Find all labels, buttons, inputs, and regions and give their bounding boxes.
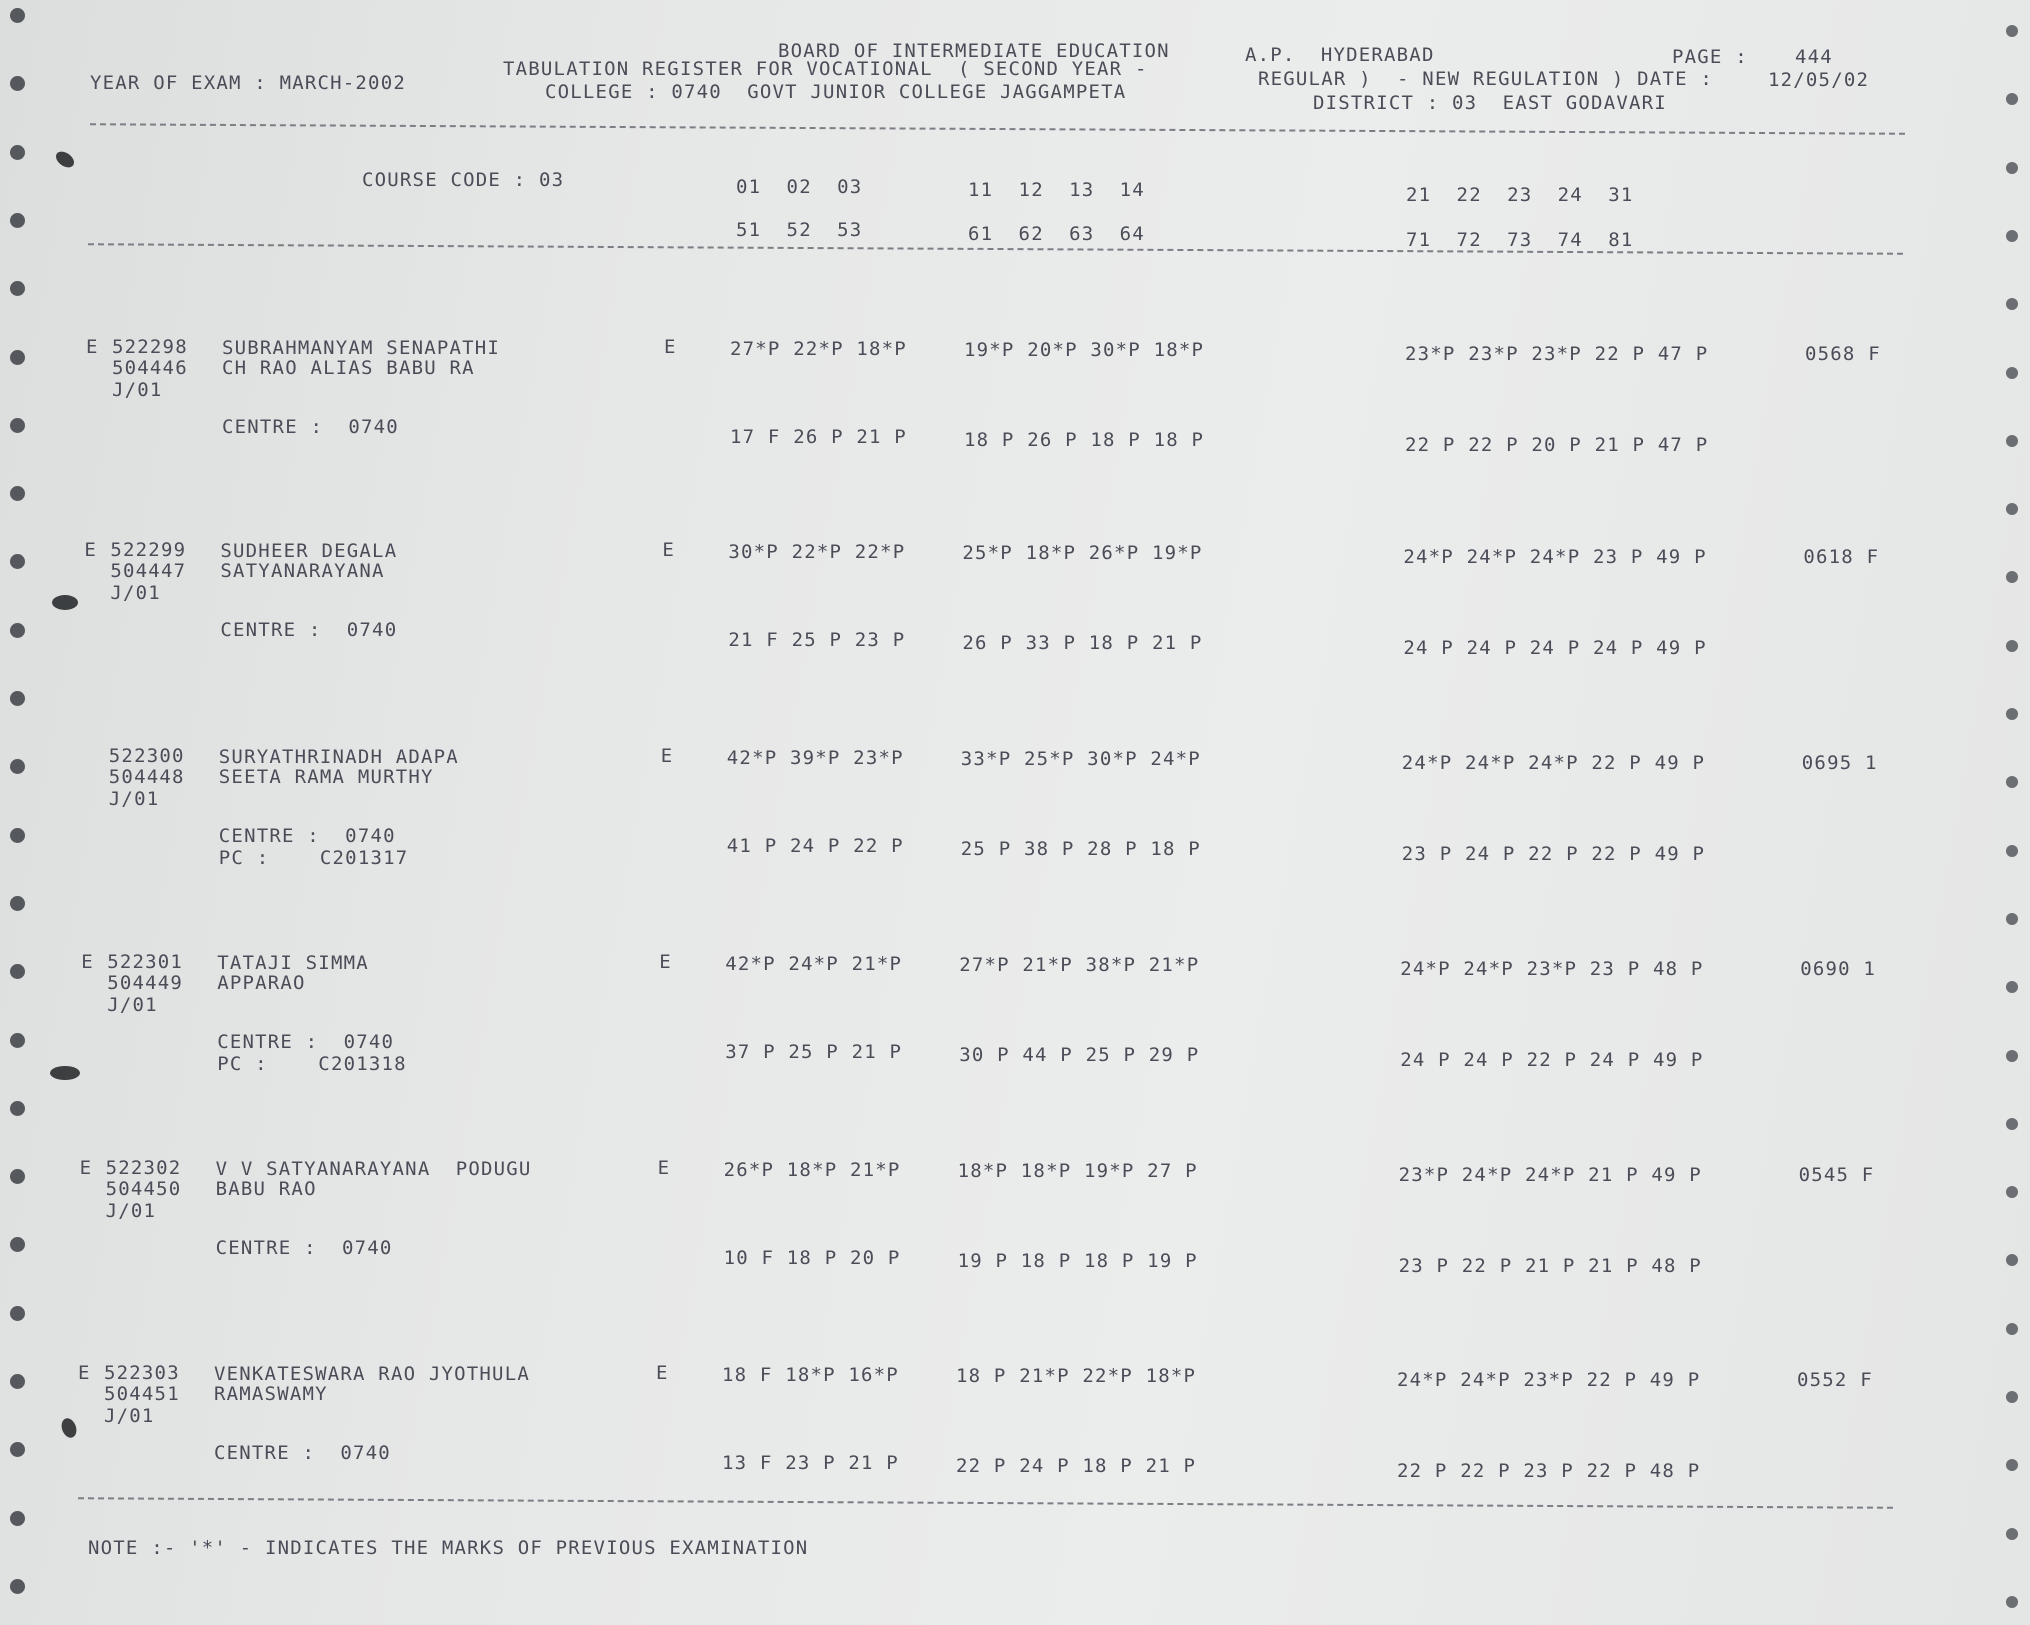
student-name: TATAJI SIMMA <box>217 952 369 974</box>
feed-hole <box>2006 913 2018 925</box>
record-flag: E <box>84 539 98 561</box>
second-attempt-marks-group1: 21 F 25 P 23 P <box>728 629 906 651</box>
feed-hole <box>2006 162 2018 174</box>
first-attempt-marks-group1: 26*P 18*P 21*P <box>723 1159 901 1181</box>
student-name: SUDHEER DEGALA <box>220 540 398 562</box>
medium-code: E <box>657 1157 671 1179</box>
parent-name: SATYANARAYANA <box>220 560 385 582</box>
second-attempt-marks-group3: 24 P 24 P 24 P 24 P 49 P <box>1403 637 1707 659</box>
parent-name: CH RAO ALIAS BABU RA <box>222 357 475 379</box>
first-attempt-marks-group1: 30*P 22*P 22*P <box>728 541 906 563</box>
hall-ticket-number: 522302 <box>105 1157 182 1179</box>
second-attempt-marks-group2: 18 P 26 P 18 P 18 P <box>964 429 1205 451</box>
feed-hole <box>2006 1186 2018 1198</box>
first-attempt-marks-group1: 27*P 22*P 18*P <box>730 338 907 360</box>
second-attempt-marks-group1: 37 P 25 P 21 P <box>725 1041 903 1063</box>
second-attempt-marks-group3: 23 P 24 P 22 P 22 P 49 P <box>1401 843 1706 865</box>
parent-name: BABU RAO <box>215 1178 317 1200</box>
total-marks-result: 0552 F <box>1797 1369 1873 1391</box>
medium-code: E <box>662 539 676 561</box>
hall-ticket-number: 522298 <box>112 336 188 358</box>
subject-codes-row2-group2: 61 62 63 64 <box>968 223 1145 245</box>
second-attempt-marks-group1: 41 P 24 P 22 P <box>726 835 904 857</box>
feed-hole <box>2006 1596 2018 1608</box>
feed-hole <box>2006 435 2018 447</box>
footer-divider <box>78 1497 1893 1509</box>
first-attempt-marks-group2: 25*P 18*P 26*P 19*P <box>962 542 1203 564</box>
group-code: J/01 <box>108 788 160 810</box>
group-code: J/01 <box>107 994 158 1016</box>
subject-codes-row1-group1: 01 02 03 <box>736 176 863 198</box>
record-flag: E <box>78 1362 91 1384</box>
college-info: COLLEGE : 0740 GOVT JUNIOR COLLEGE JAGGAMPETA <box>545 81 1127 103</box>
subject-codes-row2-group3: 71 72 73 74 81 <box>1406 229 1634 251</box>
feed-hole <box>2006 1391 2018 1403</box>
student-name: SURYATHRINADH ADAPA <box>218 746 459 768</box>
ink-smudge <box>59 1416 79 1440</box>
student-name: SUBRAHMANYAM SENAPATHI <box>222 337 501 359</box>
first-attempt-marks-group3: 24*P 24*P 24*P 23 P 49 P <box>1403 546 1707 568</box>
feed-hole <box>2006 1528 2018 1540</box>
pc-number: PC : C201317 <box>218 847 409 869</box>
total-marks-result: 0690 1 <box>1800 958 1877 980</box>
group-code: J/01 <box>112 379 163 401</box>
header-divider <box>90 123 1905 135</box>
feed-hole <box>10 1033 25 1048</box>
feed-hole <box>10 8 25 23</box>
feed-hole <box>10 1579 25 1594</box>
exam-centre: CENTRE : 0740 <box>222 416 399 438</box>
first-attempt-marks-group1: 18 F 18*P 16*P <box>722 1364 899 1386</box>
exam-centre: CENTRE : 0740 <box>217 1031 395 1053</box>
feed-hole <box>10 486 25 501</box>
board-title: BOARD OF INTERMEDIATE EDUCATION <box>778 40 1170 62</box>
exam-centre: CENTRE : 0740 <box>220 619 398 641</box>
feed-hole <box>10 350 25 365</box>
total-marks-result: 0695 1 <box>1801 752 1878 774</box>
page-label: PAGE : <box>1672 46 1748 68</box>
ink-smudge <box>53 148 77 170</box>
feed-hole <box>2006 708 2018 720</box>
first-attempt-marks-group1: 42*P 39*P 23*P <box>726 747 904 769</box>
feed-hole <box>10 964 25 979</box>
student-name: V V SATYANARAYANA PODUGU <box>215 1158 532 1180</box>
exam-centre: CENTRE : 0740 <box>215 1237 393 1259</box>
feed-hole <box>10 554 25 569</box>
record-flag: E <box>81 951 94 973</box>
first-attempt-marks-group3: 24*P 24*P 24*P 22 P 49 P <box>1401 752 1706 774</box>
group-code: J/01 <box>104 1405 155 1427</box>
feed-hole <box>10 896 25 911</box>
first-attempt-marks-group2: 33*P 25*P 30*P 24*P <box>960 748 1201 770</box>
feed-hole <box>10 213 25 228</box>
pc-number: PC : C201318 <box>217 1053 407 1075</box>
second-attempt-marks-group3: 24 P 24 P 22 P 24 P 49 P <box>1400 1049 1704 1071</box>
feed-hole <box>2006 640 2018 652</box>
total-marks-result: 0618 F <box>1803 546 1880 568</box>
feed-hole <box>10 1306 25 1321</box>
first-attempt-marks-group3: 23*P 24*P 24*P 21 P 49 P <box>1398 1164 1702 1186</box>
first-attempt-marks-group2: 19*P 20*P 30*P 18*P <box>964 339 1205 361</box>
medium-code: E <box>656 1362 669 1384</box>
feed-hole <box>2006 1323 2018 1335</box>
second-attempt-marks-group2: 25 P 38 P 28 P 18 P <box>960 838 1201 860</box>
year-of-exam: YEAR OF EXAM : MARCH-2002 <box>90 72 406 94</box>
exam-centre: CENTRE : 0740 <box>218 825 396 847</box>
second-attempt-marks-group2: 26 P 33 P 18 P 21 P <box>962 632 1203 654</box>
feed-hole <box>10 759 25 774</box>
first-attempt-marks-group3: 23*P 23*P 23*P 22 P 47 P <box>1405 343 1709 365</box>
record-flag: E <box>86 336 99 358</box>
student-name: VENKATESWARA RAO JYOTHULA <box>214 1363 530 1385</box>
second-attempt-marks-group3: 22 P 22 P 20 P 21 P 47 P <box>1405 434 1709 456</box>
feed-hole <box>2006 1050 2018 1062</box>
second-attempt-marks-group2: 19 P 18 P 18 P 19 P <box>957 1250 1198 1272</box>
regulation-text: REGULAR ) - NEW REGULATION ) DATE : <box>1258 68 1714 90</box>
medium-code: E <box>660 745 674 767</box>
feed-hole <box>10 623 25 638</box>
feed-hole <box>2006 981 2018 993</box>
page-number: 444 <box>1795 46 1833 68</box>
feed-hole <box>10 1237 25 1252</box>
ink-smudge <box>52 595 78 610</box>
first-attempt-marks-group2: 27*P 21*P 38*P 21*P <box>959 954 1200 976</box>
hall-ticket-number: 522300 <box>108 745 185 767</box>
first-attempt-marks-group3: 24*P 24*P 23*P 23 P 48 P <box>1400 958 1704 980</box>
print-date: 12/05/02 <box>1768 69 1870 91</box>
feed-hole <box>10 1101 25 1116</box>
feed-hole <box>2006 230 2018 242</box>
feed-hole <box>10 76 25 91</box>
parent-name: SEETA RAMA MURTHY <box>218 766 434 788</box>
register-title: TABULATION REGISTER FOR VOCATIONAL ( SECOND YEAR - <box>503 58 1148 80</box>
second-attempt-marks-group1: 10 F 18 P 20 P <box>723 1247 901 1269</box>
total-marks-result: 0568 F <box>1805 343 1881 365</box>
group-code: J/01 <box>105 1200 157 1222</box>
board-location: A.P. HYDERABAD <box>1245 44 1435 66</box>
record-flag: E <box>79 1157 93 1179</box>
group-code: J/01 <box>110 582 161 604</box>
first-attempt-marks-group1: 42*P 24*P 21*P <box>725 953 903 975</box>
feed-hole <box>2006 1118 2018 1130</box>
feed-hole <box>2006 1459 2018 1471</box>
register-number: 504449 <box>107 972 184 994</box>
register-number: 504448 <box>108 766 185 788</box>
feed-hole <box>10 691 25 706</box>
feed-hole <box>10 1511 25 1526</box>
second-attempt-marks-group3: 23 P 22 P 21 P 21 P 48 P <box>1398 1255 1702 1277</box>
first-attempt-marks-group3: 24*P 24*P 23*P 22 P 49 P <box>1397 1369 1701 1391</box>
feed-hole <box>10 281 25 296</box>
first-attempt-marks-group2: 18 P 21*P 22*P 18*P <box>956 1365 1197 1387</box>
register-number: 504446 <box>112 357 188 379</box>
feed-hole <box>2006 503 2018 515</box>
feed-hole <box>2006 776 2018 788</box>
second-attempt-marks-group2: 30 P 44 P 25 P 29 P <box>959 1044 1200 1066</box>
feed-hole <box>2006 93 2018 105</box>
medium-code: E <box>659 951 672 973</box>
medium-code: E <box>664 336 677 358</box>
feed-hole <box>10 1169 25 1184</box>
right-tractor-feed-holes <box>1998 0 2028 1625</box>
feed-hole <box>10 418 25 433</box>
feed-hole <box>2006 1254 2018 1266</box>
ink-smudge <box>50 1066 80 1080</box>
feed-hole <box>10 1374 25 1389</box>
parent-name: APPARAO <box>217 972 306 994</box>
feed-hole <box>2006 25 2018 37</box>
feed-hole <box>10 145 25 160</box>
course-code-label: COURSE CODE : 03 <box>362 169 565 191</box>
second-attempt-marks-group2: 22 P 24 P 18 P 21 P <box>956 1455 1197 1477</box>
left-tractor-feed-holes <box>4 0 34 1625</box>
second-attempt-marks-group1: 17 F 26 P 21 P <box>730 426 907 448</box>
exam-centre: CENTRE : 0740 <box>214 1442 391 1464</box>
first-attempt-marks-group2: 18*P 18*P 19*P 27 P <box>957 1160 1198 1182</box>
second-attempt-marks-group3: 22 P 22 P 23 P 22 P 48 P <box>1397 1460 1701 1482</box>
hall-ticket-number: 522301 <box>107 951 184 973</box>
footnote: NOTE :- '*' - INDICATES THE MARKS OF PREVIOUS EXAMINATION <box>88 1537 809 1559</box>
subject-codes-row1-group2: 11 12 13 14 <box>968 179 1145 201</box>
hall-ticket-number: 522303 <box>104 1362 180 1384</box>
register-number: 504451 <box>104 1383 180 1405</box>
feed-hole <box>10 1442 25 1457</box>
district-info: DISTRICT : 03 EAST GODAVARI <box>1313 92 1667 114</box>
feed-hole <box>2006 298 2018 310</box>
feed-hole <box>2006 367 2018 379</box>
subject-codes-row2-group1: 51 52 53 <box>736 219 863 241</box>
feed-hole <box>2006 845 2018 857</box>
feed-hole <box>2006 571 2018 583</box>
total-marks-result: 0545 F <box>1798 1164 1875 1186</box>
hall-ticket-number: 522299 <box>110 539 187 561</box>
register-number: 504450 <box>105 1178 182 1200</box>
feed-hole <box>10 828 25 843</box>
second-attempt-marks-group1: 13 F 23 P 21 P <box>722 1452 899 1474</box>
subject-codes-row1-group3: 21 22 23 24 31 <box>1406 184 1634 206</box>
register-number: 504447 <box>110 560 187 582</box>
parent-name: RAMASWAMY <box>214 1383 328 1405</box>
